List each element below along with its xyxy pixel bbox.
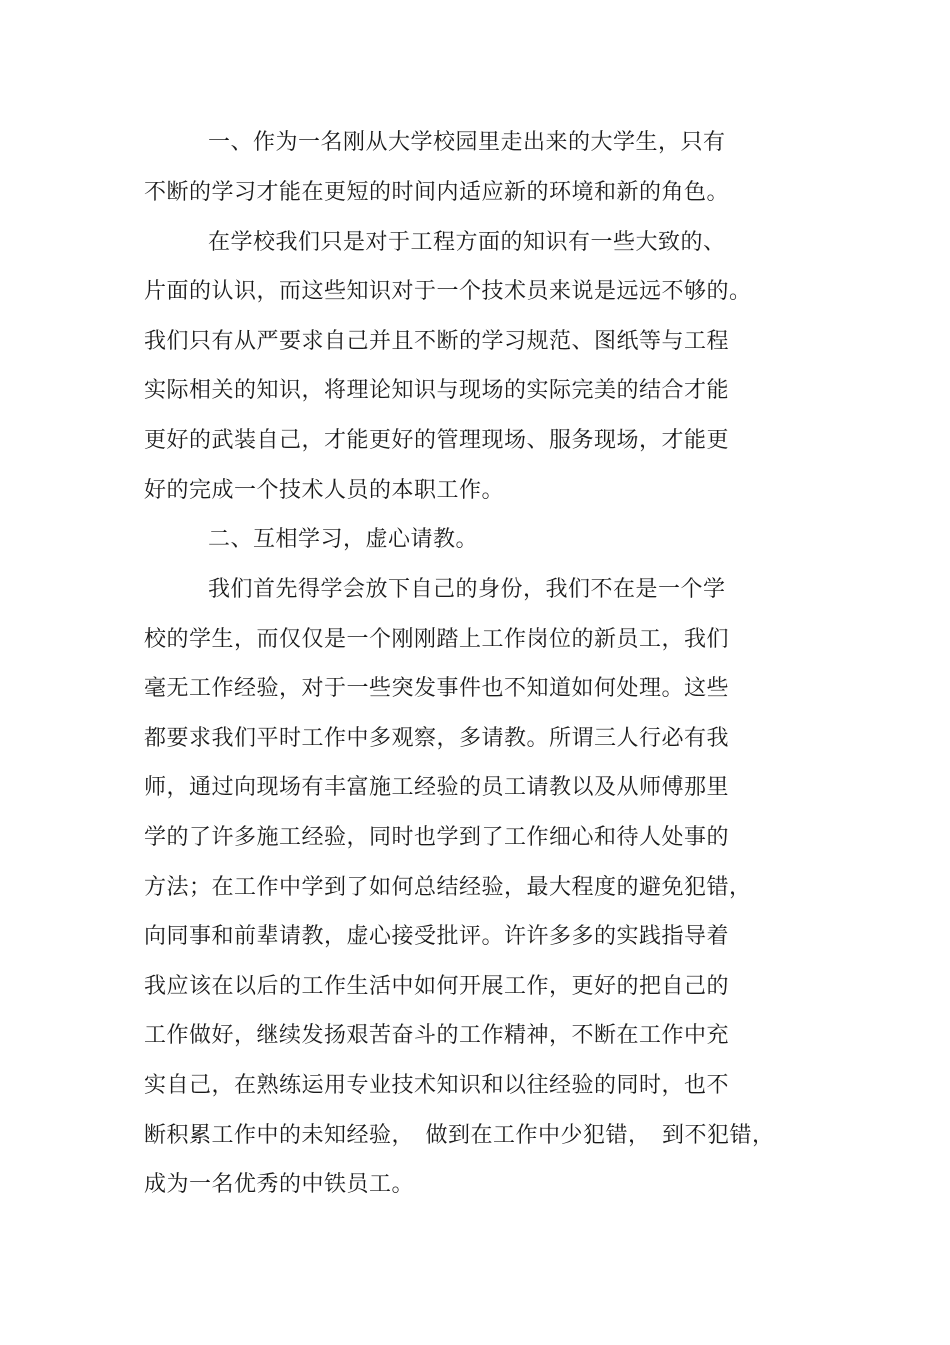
text-line: 在学校我们只是对于工程方面的知识有一些大致的、 (208, 230, 726, 255)
text-line: 片面的认识，而这些知识对于一个技术员来说是远远不够的。 (144, 279, 752, 304)
text-line: 不断的学习才能在更短的时间内适应新的环境和新的角色。 (144, 180, 730, 205)
text-line: 更好的武装自己，才能更好的管理现场、服务现场，才能更 (144, 428, 730, 453)
text-line: 一、作为一名刚从大学校园里走出来的大学生，只有 (208, 130, 726, 155)
text-line: 我们首先得学会放下自己的身份，我们不在是一个学 (208, 577, 726, 602)
text-line: 学的了许多施工经验，同时也学到了工作细心和待人处事的 (144, 825, 730, 850)
text-line: 实自己，在熟练运用专业技术知识和以往经验的同时，也不 (144, 1073, 730, 1098)
text-line: 师，通过向现场有丰富施工经验的员工请教以及从师傅那里 (144, 775, 730, 800)
section-heading: 二、互相学习，虚心请教。 (208, 527, 479, 552)
text-line: 向同事和前辈请教，虚心接受批评。许许多多的实践指导着 (144, 924, 730, 949)
text-line: 我们只有从严要求自己并且不断的学习规范、图纸等与工程 (144, 329, 730, 354)
text-line: 都要求我们平时工作中多观察，多请教。所谓三人行必有我 (144, 726, 730, 751)
text-line: 我应该在以后的工作生活中如何开展工作，更好的把自己的 (144, 974, 730, 999)
text-line: 成为一名优秀的中铁员工。 (144, 1172, 415, 1197)
text-line: 实际相关的知识，将理论知识与现场的实际完美的结合才能 (144, 378, 730, 403)
text-line: 好的完成一个技术人员的本职工作。 (144, 478, 505, 503)
text-line: 毫无工作经验，对于一些突发事件也不知道如何处理。这些 (144, 676, 730, 701)
text-line: 校的学生，而仅仅是一个刚刚踏上工作岗位的新员工，我们 (144, 627, 730, 652)
text-line: 方法；在工作中学到了如何总结经验，最大程度的避免犯错， (144, 875, 752, 900)
text-line: 断积累工作中的未知经验， 做到在工作中少犯错， 到不犯错， (144, 1123, 775, 1148)
text-line: 工作做好，继续发扬艰苦奋斗的工作精神，不断在工作中充 (144, 1023, 730, 1048)
